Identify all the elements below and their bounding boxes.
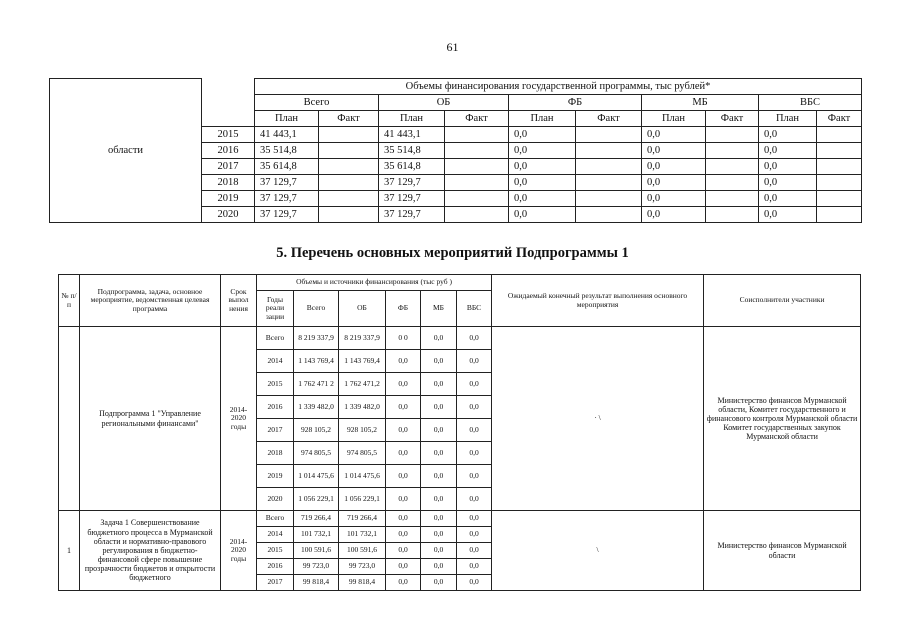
fact-value xyxy=(319,143,379,159)
value-year: 2017 xyxy=(257,419,294,442)
value-vbs: 0,0 xyxy=(457,327,492,350)
value-fb: 0,0 xyxy=(386,350,421,373)
funding-row xyxy=(59,327,861,350)
fact-value xyxy=(817,159,862,175)
fact-value xyxy=(706,143,759,159)
value-year: 2018 xyxy=(257,442,294,465)
page-number: 61 xyxy=(446,40,459,54)
value-fb: 0,0 xyxy=(386,559,421,575)
value-fb: 0,0 xyxy=(386,543,421,559)
value-mb: 0,0 xyxy=(421,442,457,465)
value-total: 974 805,5 xyxy=(294,442,339,465)
year-cell: 2015 xyxy=(202,127,255,143)
group-header-fb: ФБ xyxy=(509,95,642,111)
value-ob: 928 105,2 xyxy=(339,419,386,442)
main-activities-table xyxy=(58,274,861,591)
value-fb: 0,0 xyxy=(386,575,421,591)
fact-value xyxy=(576,143,642,159)
value-mb: 0,0 xyxy=(421,543,457,559)
fact-header: Факт xyxy=(445,111,509,127)
funding-header: Объемы финансирования государственной программы, тыс рублей* xyxy=(255,79,862,95)
plan-value: 35 614,8 xyxy=(379,159,445,175)
plan-value: 37 129,7 xyxy=(255,175,319,191)
year-cell: 2019 xyxy=(202,191,255,207)
plan-header: План xyxy=(509,111,576,127)
fact-value xyxy=(445,143,509,159)
row-number: 1 xyxy=(59,511,80,591)
hdr-program: Подпрограмма, задача, основное мероприятие, ведомственная целевая программа xyxy=(80,275,221,327)
value-year: Всего xyxy=(257,327,294,350)
fact-value xyxy=(817,191,862,207)
group-header-ob: ОБ xyxy=(379,95,509,111)
plan-value: 0,0 xyxy=(759,207,817,223)
top-funding-table xyxy=(49,78,862,223)
hdr-total: Всего xyxy=(294,291,339,327)
value-fb: 0 0 xyxy=(386,327,421,350)
plan-value: 0,0 xyxy=(642,191,706,207)
fact-value xyxy=(445,175,509,191)
fact-header: Факт xyxy=(576,111,642,127)
fact-value xyxy=(706,191,759,207)
value-ob: 99 723,0 xyxy=(339,559,386,575)
term-cell: 2014-2020 годы xyxy=(221,327,257,511)
value-mb: 0,0 xyxy=(421,350,457,373)
fact-value xyxy=(576,175,642,191)
region-label-cell xyxy=(50,79,202,223)
value-total: 1 014 475,6 xyxy=(294,465,339,488)
program-name: Подпрограмма 1 "Управление региональными финансами" xyxy=(80,327,221,511)
fact-header: Факт xyxy=(817,111,862,127)
fact-value xyxy=(576,191,642,207)
program-name: Задача 1 Совершенствование бюджетного процесса в Мурманской области и нормативно-правового регулирования в бюджетно-финансовой сфере повышение прозрачности бюджетов и открытости бюджетного xyxy=(80,511,221,591)
row-number xyxy=(59,327,80,511)
value-vbs: 0,0 xyxy=(457,559,492,575)
value-total: 100 591,6 xyxy=(294,543,339,559)
value-mb: 0,0 xyxy=(421,511,457,527)
value-vbs: 0,0 xyxy=(457,488,492,511)
fact-value xyxy=(706,175,759,191)
value-mb: 0,0 xyxy=(421,327,457,350)
fact-value xyxy=(706,159,759,175)
plan-value: 0,0 xyxy=(509,207,576,223)
value-fb: 0,0 xyxy=(386,465,421,488)
hdr-mb: МБ xyxy=(421,291,457,327)
plan-value: 0,0 xyxy=(509,143,576,159)
value-vbs: 0,0 xyxy=(457,465,492,488)
value-year: 2019 xyxy=(257,465,294,488)
value-mb: 0,0 xyxy=(421,419,457,442)
value-mb: 0,0 xyxy=(421,527,457,543)
section-title: 5. Перечень основных мероприятий Подпрограммы 1 xyxy=(276,245,629,261)
value-ob: 1 056 229,1 xyxy=(339,488,386,511)
plan-value: 0,0 xyxy=(509,127,576,143)
plan-value: 0,0 xyxy=(759,143,817,159)
fact-value xyxy=(445,127,509,143)
fact-value xyxy=(706,127,759,143)
fact-value xyxy=(817,143,862,159)
value-total: 1 762 471 2 xyxy=(294,373,339,396)
value-fb: 0,0 xyxy=(386,373,421,396)
plan-value: 0,0 xyxy=(759,127,817,143)
fact-value xyxy=(817,175,862,191)
plan-value: 0,0 xyxy=(759,191,817,207)
value-mb: 0,0 xyxy=(421,488,457,511)
value-year: 2020 xyxy=(257,488,294,511)
value-ob: 974 805,5 xyxy=(339,442,386,465)
plan-header: План xyxy=(642,111,706,127)
fact-value xyxy=(576,127,642,143)
year-cell: 2020 xyxy=(202,207,255,223)
plan-value: 0,0 xyxy=(642,159,706,175)
hdr-num: № п/п xyxy=(59,275,80,327)
value-year: 2015 xyxy=(257,543,294,559)
value-ob: 1 339 482,0 xyxy=(339,396,386,419)
group-header-total: Всего xyxy=(255,95,379,111)
fact-value xyxy=(706,207,759,223)
hdr-result: Ожидаемый конечный результат выполнения основного мероприятия xyxy=(492,275,704,327)
value-vbs: 0,0 xyxy=(457,373,492,396)
plan-value: 37 129,7 xyxy=(255,207,319,223)
value-total: 101 732,1 xyxy=(294,527,339,543)
plan-value: 41 443,1 xyxy=(255,127,319,143)
plan-value: 0,0 xyxy=(642,127,706,143)
fact-value xyxy=(445,159,509,175)
plan-value: 37 129,7 xyxy=(255,191,319,207)
value-total: 1 143 769,4 xyxy=(294,350,339,373)
hdr-years: Годы реали зации xyxy=(257,291,294,327)
value-mb: 0,0 xyxy=(421,559,457,575)
value-ob: 1 014 475,6 xyxy=(339,465,386,488)
value-year: 2015 xyxy=(257,373,294,396)
value-mb: 0,0 xyxy=(421,396,457,419)
value-vbs: 0,0 xyxy=(457,442,492,465)
value-year: 2016 xyxy=(257,559,294,575)
plan-value: 0,0 xyxy=(642,143,706,159)
plan-value: 37 129,7 xyxy=(379,207,445,223)
fact-value xyxy=(319,207,379,223)
value-vbs: 0,0 xyxy=(457,575,492,591)
value-year: 2016 xyxy=(257,396,294,419)
participants: Министерство финансов Мурманской области, Комитет государственного и финансового контроля Мурманской области Комитет государственных закупок Мурманской области xyxy=(704,327,861,511)
funding-row xyxy=(59,511,861,527)
value-fb: 0,0 xyxy=(386,419,421,442)
value-total: 99 723,0 xyxy=(294,559,339,575)
fact-value xyxy=(319,191,379,207)
fact-value xyxy=(319,127,379,143)
fact-value xyxy=(817,207,862,223)
hdr-ob: ОБ xyxy=(339,291,386,327)
value-fb: 0,0 xyxy=(386,488,421,511)
value-year: 2014 xyxy=(257,527,294,543)
plan-value: 41 443,1 xyxy=(379,127,445,143)
value-total: 928 105,2 xyxy=(294,419,339,442)
value-ob: 99 818,4 xyxy=(339,575,386,591)
fact-value xyxy=(319,159,379,175)
value-vbs: 0,0 xyxy=(457,350,492,373)
fact-value xyxy=(817,127,862,143)
value-ob: 101 732,1 xyxy=(339,527,386,543)
value-total: 719 266,4 xyxy=(294,511,339,527)
fact-value xyxy=(445,191,509,207)
year-cell: 2016 xyxy=(202,143,255,159)
value-year: 2017 xyxy=(257,575,294,591)
value-ob: 8 219 337,9 xyxy=(339,327,386,350)
plan-value: 0,0 xyxy=(509,191,576,207)
fact-header: Факт xyxy=(319,111,379,127)
plan-value: 35 614,8 xyxy=(255,159,319,175)
value-fb: 0,0 xyxy=(386,527,421,543)
value-fb: 0,0 xyxy=(386,442,421,465)
value-ob: 719 266,4 xyxy=(339,511,386,527)
value-total: 1 056 229,1 xyxy=(294,488,339,511)
plan-header: План xyxy=(379,111,445,127)
plan-value: 37 129,7 xyxy=(379,175,445,191)
expected-result: · \ xyxy=(492,327,704,511)
plan-value: 0,0 xyxy=(509,175,576,191)
hdr-funding: Объемы и источники финансирования (тыс руб ) xyxy=(257,275,492,291)
hdr-vbs: ВБС xyxy=(457,291,492,327)
fact-value xyxy=(576,159,642,175)
fact-header: Факт xyxy=(706,111,759,127)
value-mb: 0,0 xyxy=(421,575,457,591)
fact-value xyxy=(319,175,379,191)
plan-value: 35 514,8 xyxy=(255,143,319,159)
value-year: Всего xyxy=(257,511,294,527)
value-total: 1 339 482,0 xyxy=(294,396,339,419)
year-cell: 2017 xyxy=(202,159,255,175)
plan-header: План xyxy=(759,111,817,127)
value-vbs: 0,0 xyxy=(457,527,492,543)
value-vbs: 0,0 xyxy=(457,543,492,559)
value-fb: 0,0 xyxy=(386,511,421,527)
term-cell: 2014-2020 годы xyxy=(221,511,257,591)
value-vbs: 0,0 xyxy=(457,396,492,419)
hdr-fb: ФБ xyxy=(386,291,421,327)
plan-value: 0,0 xyxy=(642,207,706,223)
year-cell: 2018 xyxy=(202,175,255,191)
value-fb: 0,0 xyxy=(386,396,421,419)
hdr-participants: Соисполнители участники xyxy=(704,275,861,327)
hdr-term: Срок выпол нения xyxy=(221,275,257,327)
plan-value: 0,0 xyxy=(642,175,706,191)
fact-value xyxy=(445,207,509,223)
value-ob: 100 591,6 xyxy=(339,543,386,559)
plan-value: 0,0 xyxy=(759,159,817,175)
value-vbs: 0,0 xyxy=(457,511,492,527)
group-header-vbs: ВБС xyxy=(759,95,862,111)
plan-value: 0,0 xyxy=(509,159,576,175)
value-total: 8 219 337,9 xyxy=(294,327,339,350)
expected-result: \ xyxy=(492,511,704,591)
participants: Министерство финансов Мурманской области xyxy=(704,511,861,591)
value-mb: 0,0 xyxy=(421,465,457,488)
region-label: области xyxy=(107,145,144,156)
plan-value: 37 129,7 xyxy=(379,191,445,207)
value-ob: 1 762 471,2 xyxy=(339,373,386,396)
fact-value xyxy=(576,207,642,223)
plan-value: 35 514,8 xyxy=(379,143,445,159)
value-total: 99 818,4 xyxy=(294,575,339,591)
value-mb: 0,0 xyxy=(421,373,457,396)
plan-header: План xyxy=(255,111,319,127)
value-year: 2014 xyxy=(257,350,294,373)
plan-value: 0,0 xyxy=(759,175,817,191)
group-header-mb: МБ xyxy=(642,95,759,111)
year-header-cell xyxy=(202,79,255,127)
value-ob: 1 143 769,4 xyxy=(339,350,386,373)
value-vbs: 0,0 xyxy=(457,419,492,442)
